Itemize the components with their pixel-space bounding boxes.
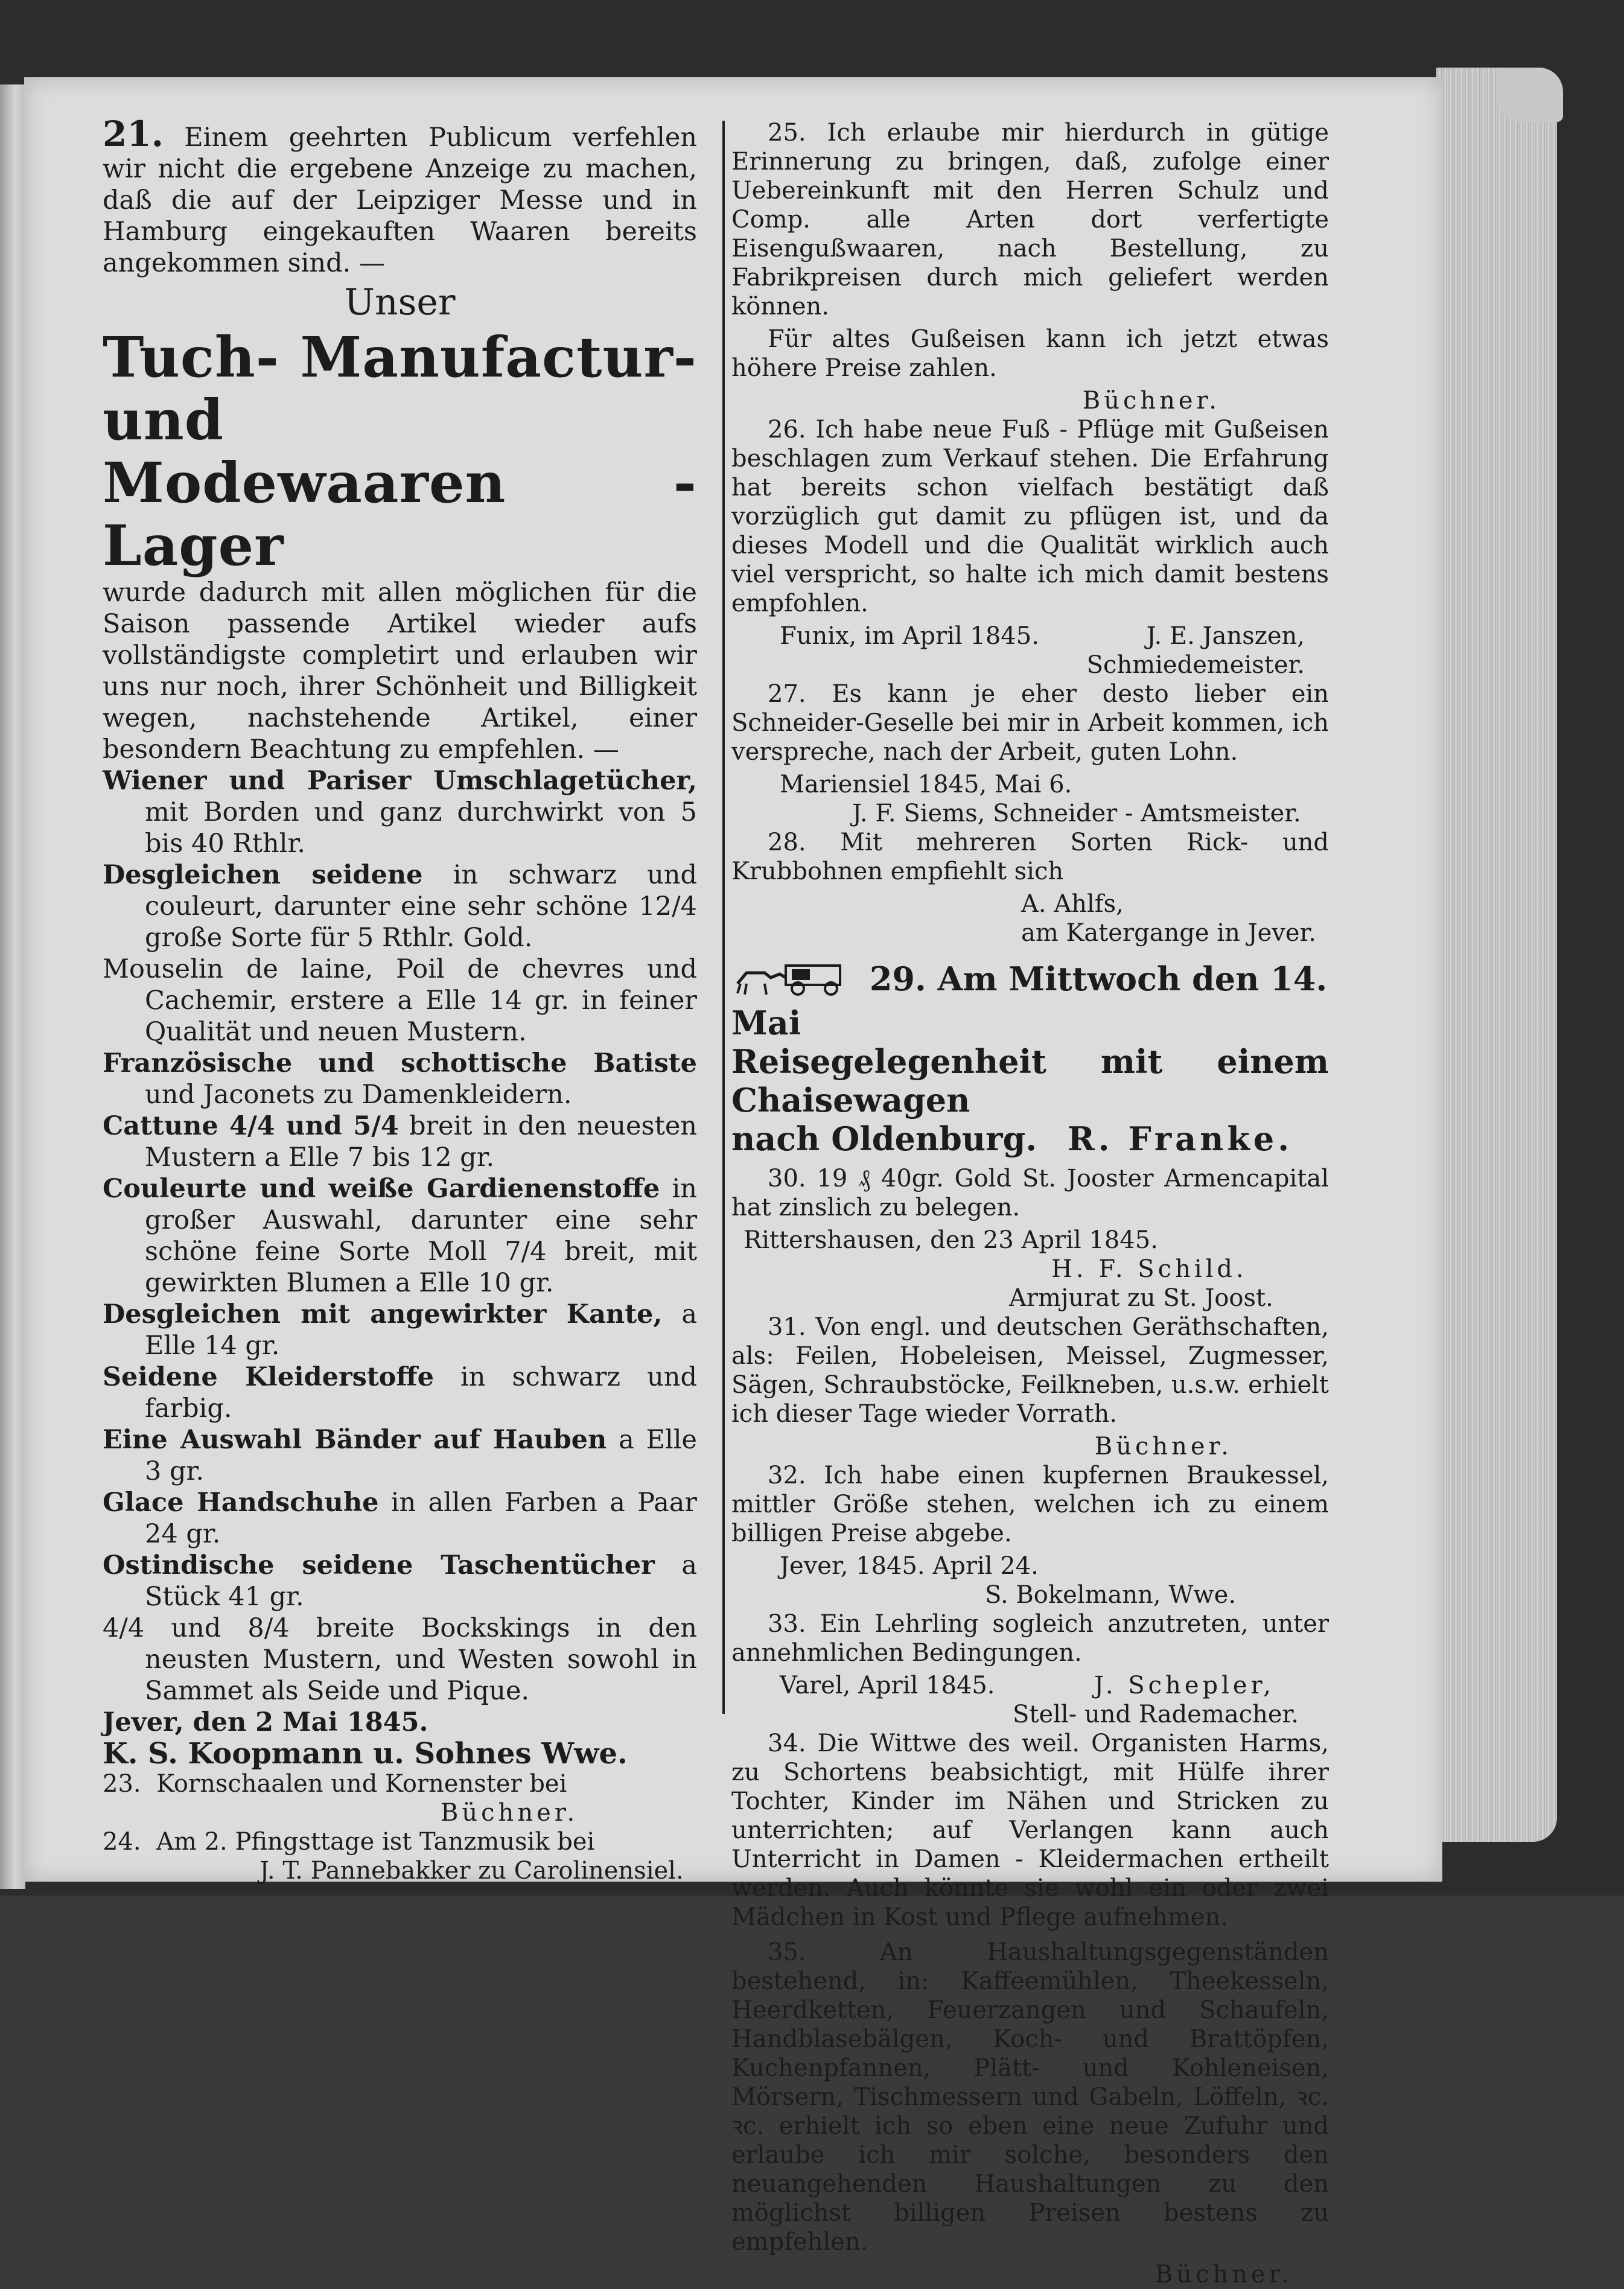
horse-drawn-coach-icon [731, 960, 846, 1004]
ad-25: 25. Ich erlaube mir hierdurch in gütige Erinnerung zu bringen, daß, zufolge einer Uebereinkunft mit den Herren Schulz und Comp. alle Arten dort verfertigte Eisengußwaaren, nach Bestellung, zu Fabrikpreisen durch mich geliefert werden können. [731, 119, 1329, 320]
list-item: 4/4 und 8/4 breite Bockskings in den neusten Mustern, und Westen sowohl in Sammet als Seide und Pique. [103, 1613, 697, 1706]
left-page-edge [0, 84, 25, 1889]
signature: J. Schepler, [1094, 1672, 1275, 1700]
ad-21 [103, 113, 697, 279]
ad-31: 31. Von engl. und deutschen Geräthschaften, als: Feilen, Hobeleisen, Meissel, Zugmesser, Sägen, Schraubstöcke, Feilkneben, u.s.w. erhielt ich dieser Tage wieder Vorrath. [731, 1313, 1329, 1428]
left-column [103, 113, 698, 1885]
list-item: Desgleichen seidene in schwarz und couleurt, darunter eine sehr schöne 12/4 große Sorte für 5 Rthlr. Gold. [103, 860, 697, 953]
unser-heading: Unser [344, 281, 456, 323]
page-stack-edge [1436, 68, 1557, 1842]
ad-26: 26. Ich habe neue Fuß - Pflüge mit Gußeisen beschlagen zum Verkauf stehen. Die Erfahrung hat bereits schon vielfach bestätigt daß vorzüglich gut damit zu pflügen ist, und da dieses Modell und die Qualität wirklich auch viel verspricht, so halte ich mich damit bestens empfohlen. [731, 416, 1329, 617]
ad-27-signature: J. F. Siems, Schneider - Amtsmeister. [852, 800, 1301, 827]
ad-28-signature: A. Ahlfs, [1021, 890, 1124, 918]
list-item: Couleurte und weiße Gardienenstoffe in großer Auswahl, darunter eine sehr schöne feine Sorte Moll 7/4 breit, mit gewirkten Blumen a Elle 10 gr. [103, 1174, 697, 1298]
item-list [103, 765, 697, 1707]
list-item: Seidene Kleiderstoffe in schwarz und farbig. [103, 1362, 697, 1424]
ad-24 [103, 1827, 697, 1856]
ad-text: Kornschaalen und Kornenster bei [156, 1770, 567, 1798]
ad-26-role: Schmiedemeister. [1086, 651, 1305, 679]
ad-34: 34. Die Wittwe des weil. Organisten Harms, zu Schortens beabsichtigt, mit Hülfe ihrer Tochter, Kinder im Nähen und Stricken zu unterrichten; auf Verlangen kann auch Unterricht in Damen - Kleidermachen ertheilt werden. Auch könnte sie wohl ein oder zwei Mädchen in Kost und Pflege aufnehmen. [731, 1730, 1329, 1932]
ad-24-signature: J. T. Pannebakker zu Carolinensiel. [260, 1857, 684, 1885]
list-item: Glace Handschuhe in allen Farben a Paar 24 gr. [103, 1488, 697, 1549]
ad-text: Einem geehrten Publicum verfehlen wir nicht die ergebene Anzeige zu machen, daß die auf der Leipziger Messe und in Hamburg eingekauften Waaren bereits angekommen sind. — [103, 123, 697, 278]
ad-32: 32. Ich habe einen kupfernen Braukessel, mittler Größe stehen, welchen ich zu einem billigen Preise abgebe. [731, 1462, 1329, 1548]
ad-23 [103, 1769, 697, 1798]
place-date: Varel, April 1845. [780, 1672, 995, 1700]
ad-33-footer [731, 1671, 1329, 1700]
firm-signature: K. S. Koopmann u. Sohnes Wwe. [103, 1737, 628, 1771]
headline-tuch: Tuch- Manufactur- und [103, 325, 697, 453]
ad-30-role: Armjurat zu St. Joost. [1009, 1284, 1273, 1313]
ad-30: 30. 19 ₰ 40gr. Gold St. Jooster Armencapital hat zinslich zu belegen. [731, 1165, 1329, 1222]
ad-25-note: Für altes Gußeisen kann ich jetzt etwas höhere Preise zahlen. [731, 325, 1329, 382]
column-divider [722, 121, 725, 1714]
list-item: Eine Auswahl Bänder auf Hauben a Elle 3 gr. [103, 1425, 697, 1486]
signature: J. E. Janszen, [1146, 622, 1305, 650]
ad-28-place: am Katergange in Jever. [1021, 919, 1316, 947]
page-corner [1497, 68, 1563, 122]
ad-29-line1: 29. Am Mittwoch den 14. Mai [731, 960, 1328, 1043]
ad-30-place: Rittershausen, den 23 April 1845. [744, 1226, 1158, 1255]
ad-30-signature: H. F. Schild. [1051, 1255, 1247, 1284]
ad-29-line2: Reisegelegenheit mit einem Chaisewagen [731, 1042, 1329, 1120]
ad-31-signature: Büchner. [1094, 1433, 1232, 1461]
ad-23-signature: Büchner. [441, 1799, 579, 1827]
ad-33: 33. Ein Lehrling sogleich anzutreten, unter annehmlichen Bedingungen. [731, 1610, 1329, 1667]
date-line: Jever, den 2 Mai 1845. [103, 1707, 428, 1737]
list-item: Cattune 4/4 und 5/4 breit in den neuesten Mustern a Elle 7 bis 12 gr. [103, 1111, 697, 1173]
ad-27-place: Mariensiel 1845, Mai 6. [780, 771, 1072, 798]
ad-29-line3: nach Oldenburg. R. Franke. [731, 1119, 1293, 1159]
ad-26-footer [731, 622, 1329, 651]
ad-32-place: Jever, 1845. April 24. [780, 1552, 1039, 1581]
ad-33-role: Stell- und Rademacher. [1012, 1701, 1299, 1729]
list-item: Mouselin de laine, Poil de chevres und Cachemir, erstere a Elle 14 gr. in feiner Qualität und neuen Mustern. [103, 954, 697, 1047]
ad-number: 24. [103, 1828, 141, 1856]
ad-28: 28. Mit mehreren Sorten Rick- und Krubbohnen empfiehlt sich [731, 829, 1329, 885]
right-column [731, 118, 1329, 2289]
headline-modewaaren: Modewaaren - Lager [103, 450, 697, 578]
place-date: Funix, im April 1845. [780, 622, 1039, 650]
ad-number: 21. [103, 113, 164, 154]
intro-text: wurde dadurch mit allen möglichen für die Saison passende Artikel wieder aufs vollständigste completirt und erlauben wir uns nur noch, ihrer Schönheit und Billigkeit wegen, nachstehende Artikel, einer besondern Beachtung zu empfehlen. — [103, 578, 697, 765]
ad-32-signature: S. Bokelmann, Wwe. [985, 1581, 1237, 1609]
ad-35: 35. An Haushaltungsgegenständen bestehend, in: Kaffeemühlen, Theekesseln, Heerdketten, Feuerzangen und Schaufeln, Handblasebälgen, Koch- und Brattöpfen, Kuchenpfannen, Plätt- und Kohleneisen, Mörsern, Tischmessern und Gabeln, Löffeln, ꝛc. ꝛc. erhielt ich so eben eine neue Zufuhr und erlaube ich mir solche, besonders den neuangehenden Haushaltungen zu den möglichst billigen Preisen bestens zu empfehlen. [731, 1938, 1329, 2256]
ad-25-signature: Büchner. [1082, 387, 1220, 415]
list-item: Ostindische seidene Taschentücher a Stück 41 gr. [103, 1550, 698, 1612]
ad-text: Am 2. Pfingsttage ist Tanzmusik bei [156, 1828, 595, 1856]
ad-35-signature: Büchner. [1154, 2261, 1293, 2289]
list-item: Desgleichen mit angewirkter Kante, a Elle 14 gr. [103, 1299, 697, 1361]
list-item: Wiener und Pariser Umschlagetücher, mit Borden und ganz durchwirkt von 5 bis 40 Rthlr. [103, 766, 697, 859]
ad-number: 23. [103, 1770, 141, 1798]
ad-29 [731, 960, 1329, 1158]
list-item: Französische und schottische Batiste und Jaconets zu Damenkleidern. [103, 1048, 697, 1110]
ad-27: 27. Es kann je eher desto lieber ein Schneider-Geselle bei mir in Arbeit kommen, ich verspreche, nach der Arbeit, guten Lohn. [731, 680, 1329, 766]
